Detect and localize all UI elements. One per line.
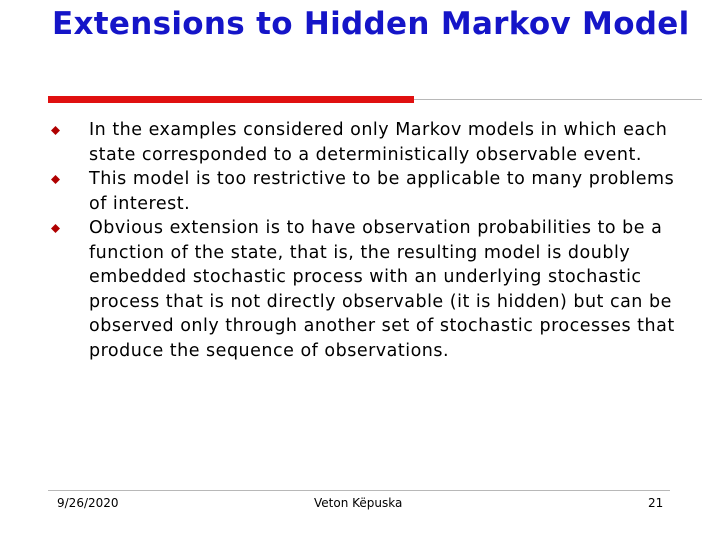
title-accent-rule [48, 96, 414, 103]
diamond-bullet-icon [51, 126, 60, 135]
bullet-text: Obvious extension is to have observation probabilities to be a function of the state, that is, the resulting model is doubly embedded stochastic process with an underlying stochastic process that is not directly observable (it is hidden) but can be observed only through another set of stochastic processes that produce the sequence of observations. [89, 218, 675, 361]
diamond-bullet-icon [51, 175, 60, 184]
footer-page-number: 21 [648, 496, 664, 510]
bullet-text: This model is too restrictive to be applicable to many problems of interest. [89, 169, 675, 214]
footer-author: Veton Këpuska [314, 496, 403, 510]
bullet-list [0, 118, 720, 363]
footer-divider [48, 490, 670, 491]
bullet-text: In the examples considered only Markov models in which each state corresponded to a deterministically observable event. [89, 120, 668, 165]
diamond-bullet-icon [51, 224, 60, 233]
title-divider-rule [414, 99, 702, 100]
bullet-item [0, 167, 720, 216]
footer-date: 9/26/2020 [57, 496, 119, 510]
bullet-item [0, 216, 720, 363]
slide-title: Extensions to Hidden Markov Model [52, 6, 690, 42]
bullet-item [0, 118, 720, 167]
